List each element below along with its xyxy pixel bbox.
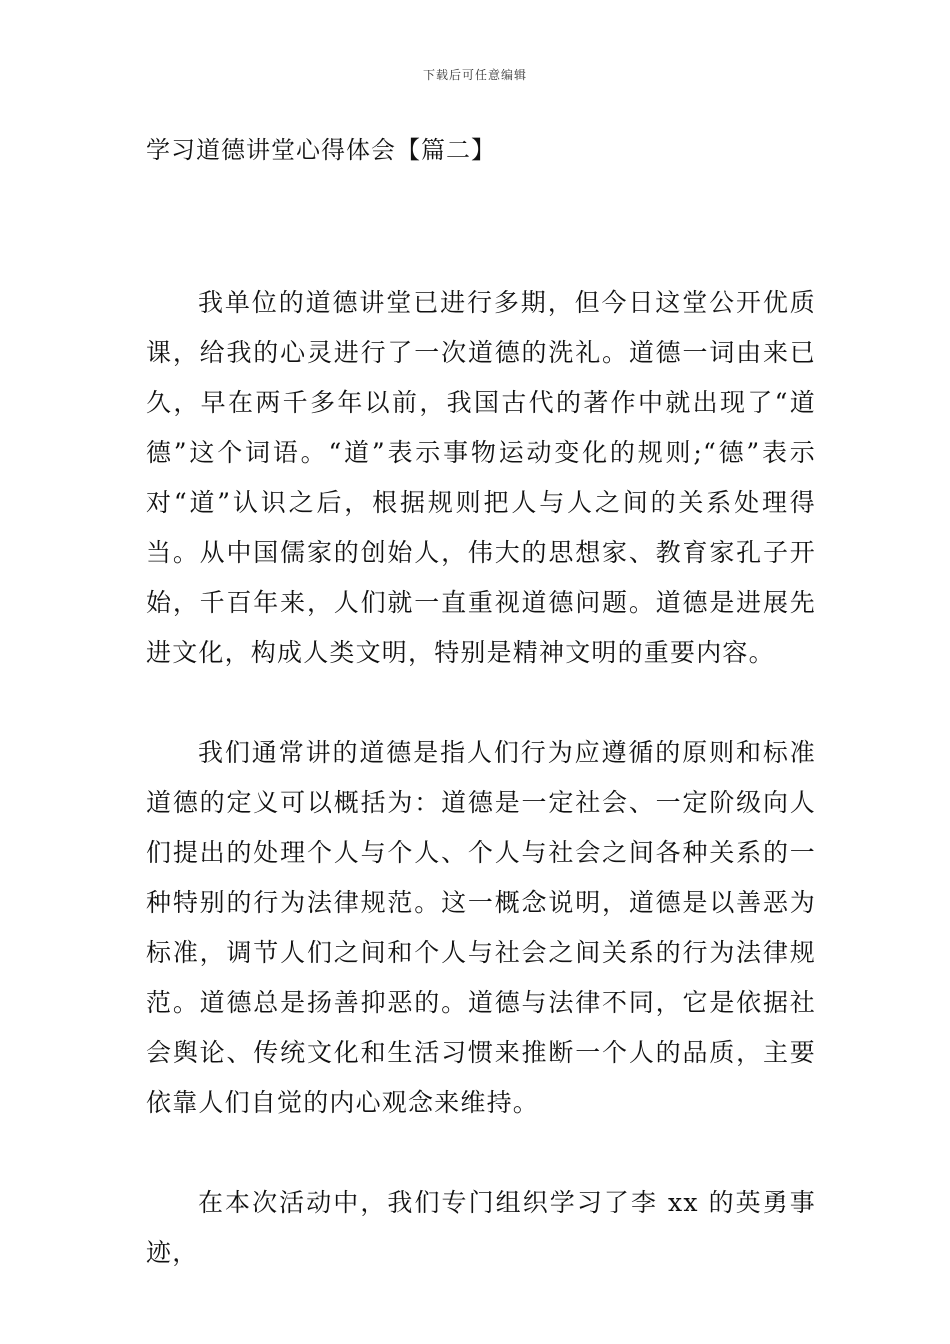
header-note: 下载后可任意编辑 bbox=[422, 68, 527, 82]
document-body bbox=[146, 278, 816, 1328]
paragraph-1: 我单位的道德讲堂已进行多期，但今日这堂公开优质课，给我的心灵进行了一次道德的洗礼。道德一词由来已久，早在两千多年以前，我国古代的著作中就出现了“道德”这个词语。“道”表示事物运动变化的规则;“德”表示对“道”认识之后，根据规则把人与人之间的关系处理得当。从中国儒家的创始人，伟大的思想家、教育家孔子开始，千百年来，人们就一直重视道德问题。道德是进展先进文化，构成人类文明，特别是精神文明的重要内容。 bbox=[146, 288, 816, 667]
paragraph-3: 在本次活动中，我们专门组织学习了李 xx 的英勇事迹， bbox=[146, 1188, 816, 1267]
paragraph-2: 我们通常讲的道德是指人们行为应遵循的原则和标准道德的定义可以概括为：道德是一定社会、一定阶级向人们提出的处理个人与个人、个人与社会之间各种关系的一种特别的行为法律规范。这一概念说明，道德是以善恶为标准，调节人们之间和个人与社会之间关系的行为法律规范。道德总是扬善抑恶的。道德与法律不同，它是依据社会舆论、传统文化和生活习惯来推断一个人的品质，主要依靠人们自觉的内心观念来维持。 bbox=[146, 738, 816, 1117]
document-title: 学习道德讲堂心得体会【篇二】 bbox=[146, 136, 496, 164]
